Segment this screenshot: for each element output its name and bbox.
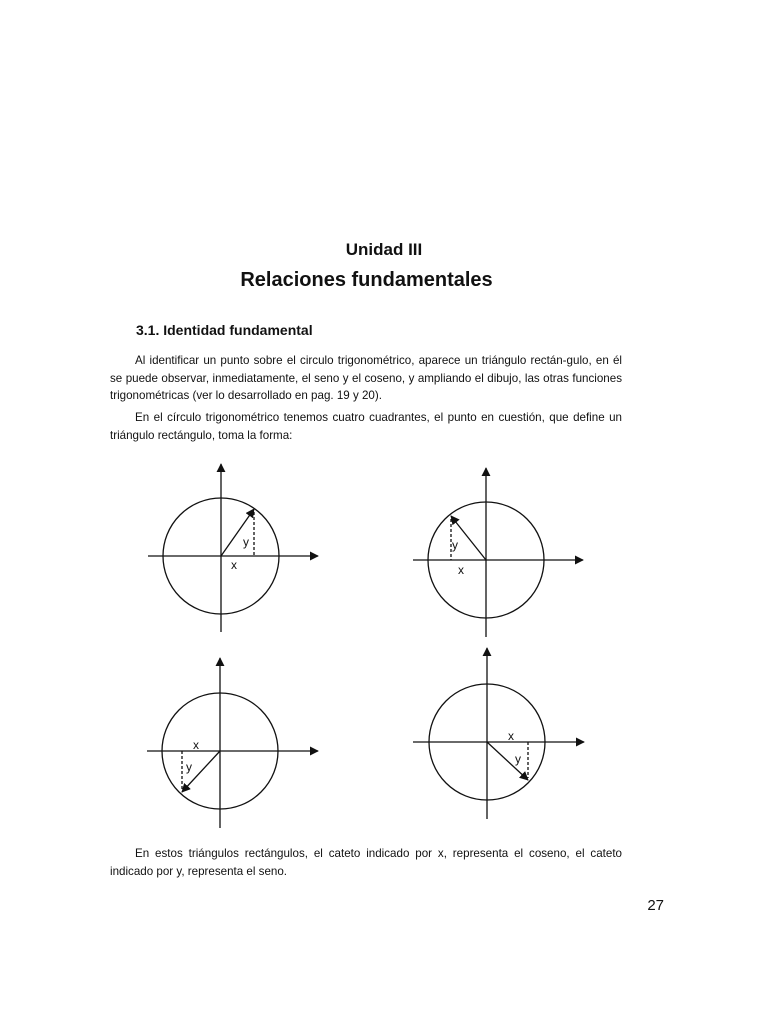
chapter-title: Relaciones fundamentales (240, 269, 493, 291)
page-number: 27 (647, 897, 664, 914)
y-label: y (243, 535, 249, 549)
section-heading: 3.1. Identidad fundamental (136, 322, 313, 338)
paragraph-intro: Al identificar un punto sobre el circulo trigonométrico, aparece un triángulo rectán-gulo, en él se puede observar, inmediatamente, el seno y el coseno, y ampliando el dibujo, las otras funciones trigonométricas (ver lo desarrollado en pag. 19 y 20). (110, 354, 622, 402)
paragraph-quadrants: En el círculo trigonométrico tenemos cuatro cuadrantes, el punto en cuestión, que define un triángulo rectángulo, toma la forma: (110, 411, 622, 442)
radius-arrow (221, 509, 254, 556)
y-label: y (515, 752, 521, 766)
paragraph-conclusion: En estos triángulos rectángulos, el cateto indicado por x, representa el coseno, el cateto indicado por y, representa el seno. (110, 847, 622, 878)
x-label: x (508, 729, 514, 743)
y-label: y (186, 760, 192, 774)
x-label: x (193, 738, 199, 752)
diagram-quadrant-2 (413, 468, 583, 637)
x-label: x (458, 563, 464, 577)
unit-label: Unidad III (345, 240, 423, 259)
diagram-quadrant-3 (147, 658, 318, 828)
diagram-quadrant-1 (148, 464, 318, 632)
y-label: y (452, 538, 458, 552)
diagram-quadrant-4 (413, 648, 584, 819)
radius-arrow (487, 742, 528, 780)
x-label: x (231, 558, 237, 572)
